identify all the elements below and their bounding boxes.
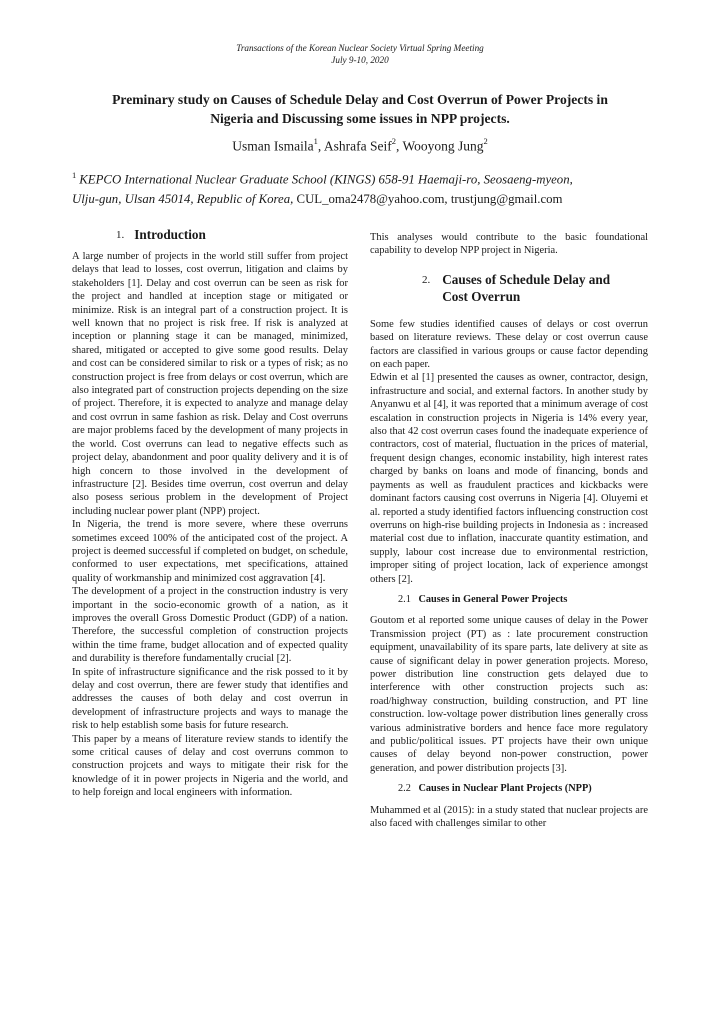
author-separator: , — [317, 138, 324, 154]
author-name: Wooyong Jung — [402, 138, 484, 154]
section-title-line-1: Causes of Schedule Delay and — [442, 271, 611, 287]
subsection-title: Causes in General Power Projects — [418, 593, 568, 605]
author-separator: , — [395, 138, 403, 154]
subsection-number: 2.1 — [398, 593, 411, 605]
body-paragraph: The development of a project in the construction industry is very important in the socio-economic growth of a nation, as it improves the overall Gross Domestic Product (GDP) of a nation. Therefore, the successful completion of construction projects within the time frame, budget allocation and of expected quality and durability is therefore fundamentally crucial [2]. — [72, 586, 348, 665]
section-title — [442, 271, 610, 305]
section-title-line-2: Cost Overrun — [442, 288, 521, 304]
paper-title-line-1: Preminary study on Causes of Schedule Delay and Cost Overrun of Power Projects in — [112, 92, 608, 107]
left-column — [72, 226, 348, 800]
paper-title-line-2: Nigeria and Discussing some issues in NPP projects. — [210, 111, 510, 126]
section-heading-causes — [370, 271, 648, 305]
section-heading-introduction — [72, 226, 348, 243]
affiliation-line-2 — [72, 189, 652, 209]
running-header-conference: Transactions of the Korean Nuclear Society Virtual Spring Meeting — [236, 43, 484, 53]
subsection-heading-nuclear — [370, 782, 648, 795]
running-header — [0, 42, 720, 66]
author-affiliation-mark: 2 — [391, 136, 396, 146]
subsection-number: 2.2 — [398, 783, 411, 795]
affiliation-line-1 — [72, 165, 652, 189]
body-paragraph: This paper by a means of literature review stands to identify the some critical causes of delay and cost overruns common to construction projcets and ways to mitigate their risk for the knowledge of it in power projects in Nigeria and the world, and to help foreign and local engineers with information. — [72, 733, 348, 799]
author-list — [0, 137, 720, 155]
body-paragraph: Muhammed et al (2015): in a study stated that nuclear projects are also faced with challenges similar to other — [370, 804, 648, 830]
affiliation-institution: KEPCO International Nuclear Graduate School (KINGS) 658-91 Haemaji-ro, Seosaeng-myeon, — [79, 172, 573, 187]
running-header-date: July 9-10, 2020 — [331, 55, 389, 65]
body-paragraph: Edwin et al [1] presented the causes as owner, contractor, design, infrastructure and social, and external factors. In another study by Anyanwu et al [4], it was reported that a minimum average of cost escalation in construction projects in Nigeria is 14% every year, also that 42 cost overrun cases found the inadequate experience of contractors, cost of material, fluctuation in the prices of material, frequent design changes, economic instability, high interest rates charged by banks on loans and mode of financing, bonds and payments as well as fraudulent practices and kickbacks were dominant factors causing cost overruns in Nigeria [4]. Oluyemi et al. reported a study identified factors influencing construction cost overruns on high-rise building projects in Indonesia as : increased material cost due to inflation, inaccurate quantity estimation, and supply, labour cost increase due to environmental restriction, improper siting of project location, lack of experience amongst others [2]. — [370, 372, 648, 585]
affiliation — [72, 165, 652, 209]
section-number: 1. — [116, 229, 125, 241]
body-paragraph: In Nigeria, the trend is more severe, where these overruns sometimes exceed 100% of the anticipated cost of the project. A project is deemed successful if completed on budget, on schedule, conformed to user expectations, met specifications, attained quality of workmanship and minimized cost aggravation [4]. — [72, 519, 348, 584]
body-paragraph: A large number of projects in the world still suffer from project delays that lead to losses, cost overrun, litigation and claims by stakeholders [1]. Delay and cost overrun can be seen as risk for the project and handled at inception stage or mitigated or minimize. Risk is an integral part of a construction project. It is well known that no project is risk free. If risk is analyzed at inception or planning stage it can be managed, minimized, shared, mitigated or accepted to give some good results. Delay and cost can be considered similar to risk or a types of risk; as no construction project is free from delays or cost overrun, which are also integrated part of construction projects depending on the size of project. Therefore, it is expected to analyze and manage delay and cost ovrrun in same fashion as risk. Delay and Cost overruns are major problems faced by the development of many projects in the world. Cost overruns can lead to negative effects such as project delay, abandonment and poor quality delivery and it is of high concern to those involved in the development of infrastructure [2]. Besides time overrun, cost overrun and delay also posess serious problem in the development of Project including nuclear power plant (NPP) project. — [72, 251, 348, 517]
author-emails: CUL_oma2478@yahoo.com, trustjung@gmail.com — [293, 192, 563, 207]
subsection-heading-general-power — [370, 593, 648, 606]
affiliation-mark: 1 — [72, 170, 77, 180]
subsection-title: Causes in Nuclear Plant Projects (NPP) — [418, 783, 592, 795]
body-paragraph: In spite of infrastructure significance and the risk possed to it by delay and cost overrun, there are fewer study that identifies and addresses the causes of both delay and cost overrun in development of infrastructure projects and ways to manage the risk to help establish some basis for future research. — [72, 666, 348, 732]
paper-title — [70, 90, 650, 128]
author-name: Usman Ismaila — [232, 138, 314, 154]
body-paragraph: This analyses would contribute to the basic foundational capability to develop NPP project in Nigeria. — [370, 232, 648, 257]
author-affiliation-mark: 2 — [483, 136, 488, 146]
affiliation-address: Ulju-gun, Ulsan 45014, Republic of Korea, — [72, 192, 294, 207]
body-paragraph: Goutom et al reported some unique causes of delay in the Power Transmission project (PT) as : late procurement construction equipment, unavailability of its spare parts, late delivery at site as cause of significant delay in power generation projects. Moreso, power distribution line construction gets delayed due to interference with other construction projects such as: road/highway construction, building construction, and PT line construction. low-voltage power distribution lines generally cross various administrative borders and hence face more regulatory and public/political issues. PT projects have their own unique causes of delay beyond non-power construction, power generation, and power distribution projects [3]. — [370, 615, 648, 774]
author-affiliation-mark: 1 — [313, 136, 318, 146]
section-number: 2. — [422, 273, 431, 286]
section-title: Introduction — [134, 227, 206, 242]
author-name: Ashrafa Seif — [323, 138, 392, 154]
right-column — [370, 231, 648, 830]
body-paragraph: Some few studies identified causes of delays or cost overrun based on literature reviews. These delay or cost overrun cause factors are classified in various groups or cause factor depending on each paper. — [370, 318, 648, 371]
